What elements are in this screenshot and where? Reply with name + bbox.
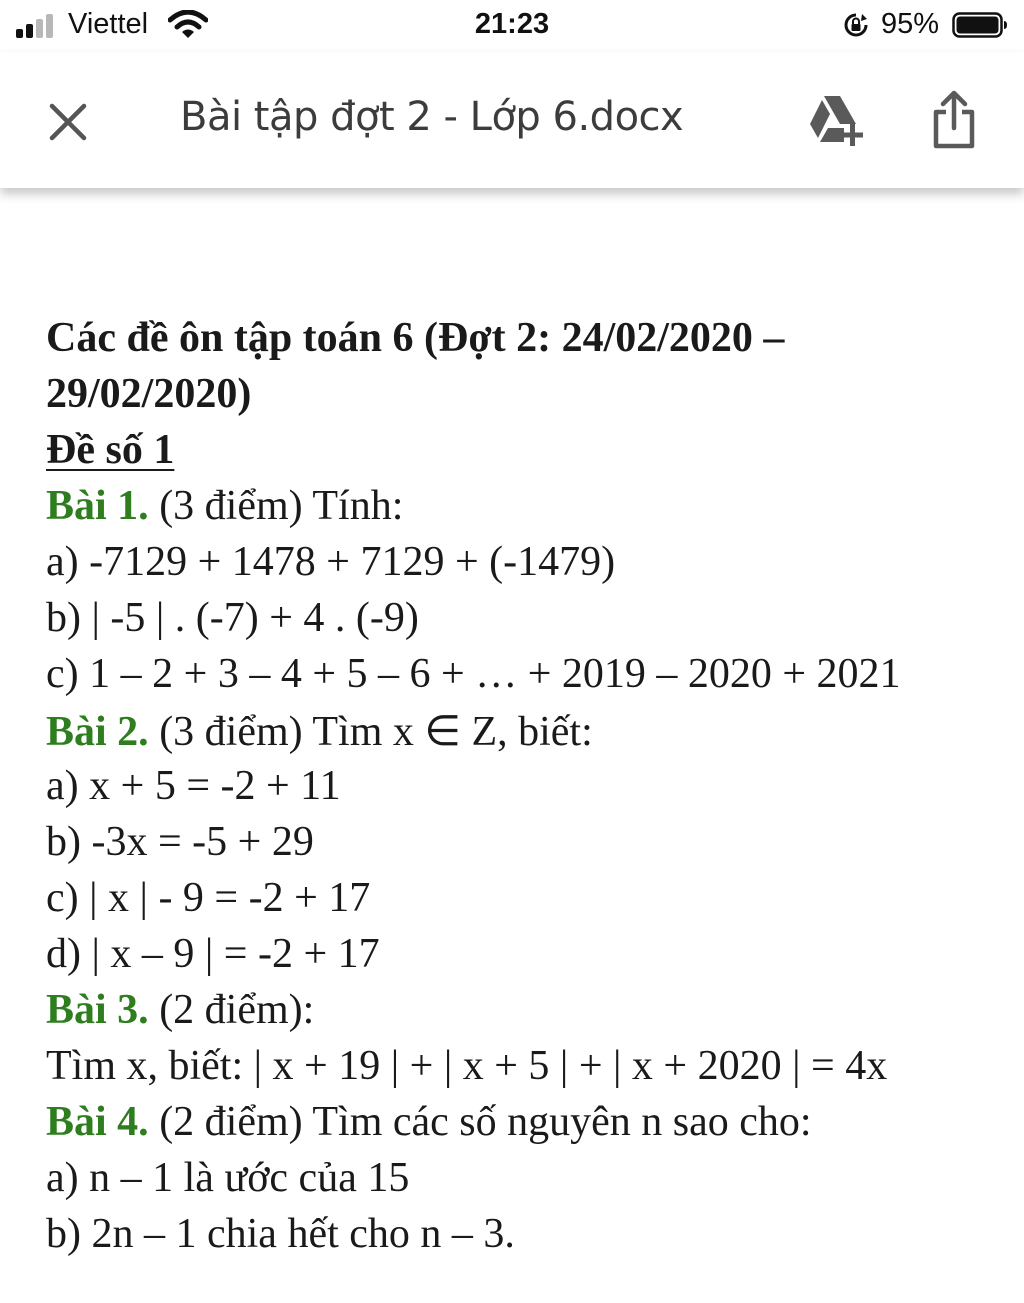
problem-line: b) -3x = -5 + 29 [46,819,314,865]
exercise-1-heading [46,482,403,530]
exercise-3-heading [46,986,314,1034]
exercise-4-heading [46,1098,812,1146]
exercise-text: (2 điểm): [148,987,315,1033]
exercise-text: (2 điểm) Tìm các số nguyên n sao cho: [148,1099,812,1145]
carrier-name: Viettel [68,8,149,40]
document-heading-continued: 29/02/2020) [46,371,252,417]
exercise-text: (3 điểm) Tìm x ∈ Z, biết: [148,709,593,755]
exercise-label: Bài 1. [46,483,149,529]
share-icon[interactable] [930,90,978,150]
document-heading: Các đề ôn tập toán 6 (Đợt 2: 24/02/2020 – [46,315,785,361]
document-title: Bài tập đợt 2 - Lớp 6.docx [180,94,684,140]
exam-subheading: Đề số 1 [46,427,175,473]
orientation-lock-icon [843,12,869,38]
status-time: 21:23 [474,8,550,40]
app-bar [0,52,1024,188]
battery-percent: 95% [881,8,940,40]
problem-line: d) | x – 9 | = -2 + 17 [46,931,380,977]
problem-line: Tìm x, biết: | x + 19 | + | x + 5 | + | x + 2020 | = 4x [46,1043,888,1089]
battery-icon [952,12,1008,38]
exercise-text: (3 điểm) Tính: [148,483,404,529]
status-bar [0,0,1024,52]
exercise-label: Bài 4. [46,1099,149,1145]
problem-line: c) 1 – 2 + 3 – 4 + 5 – 6 + … + 2019 – 2020 + 2021 [46,651,901,697]
problem-line: a) -7129 + 1478 + 7129 + (-1479) [46,539,616,585]
problem-line: a) n – 1 là ước của 15 [46,1155,410,1201]
problem-line: c) | x | - 9 = -2 + 17 [46,875,371,921]
close-icon[interactable] [44,98,92,146]
problem-line: b) | -5 | . (-7) + 4 . (-9) [46,595,419,641]
exercise-label: Bài 3. [46,987,149,1033]
exercise-label: Bài 2. [46,709,149,755]
google-drive-add-icon[interactable] [806,94,868,148]
problem-line: b) 2n – 1 chia hết cho n – 3. [46,1211,515,1257]
exercise-2-heading [46,706,593,756]
problem-line: a) x + 5 = -2 + 11 [46,763,341,809]
